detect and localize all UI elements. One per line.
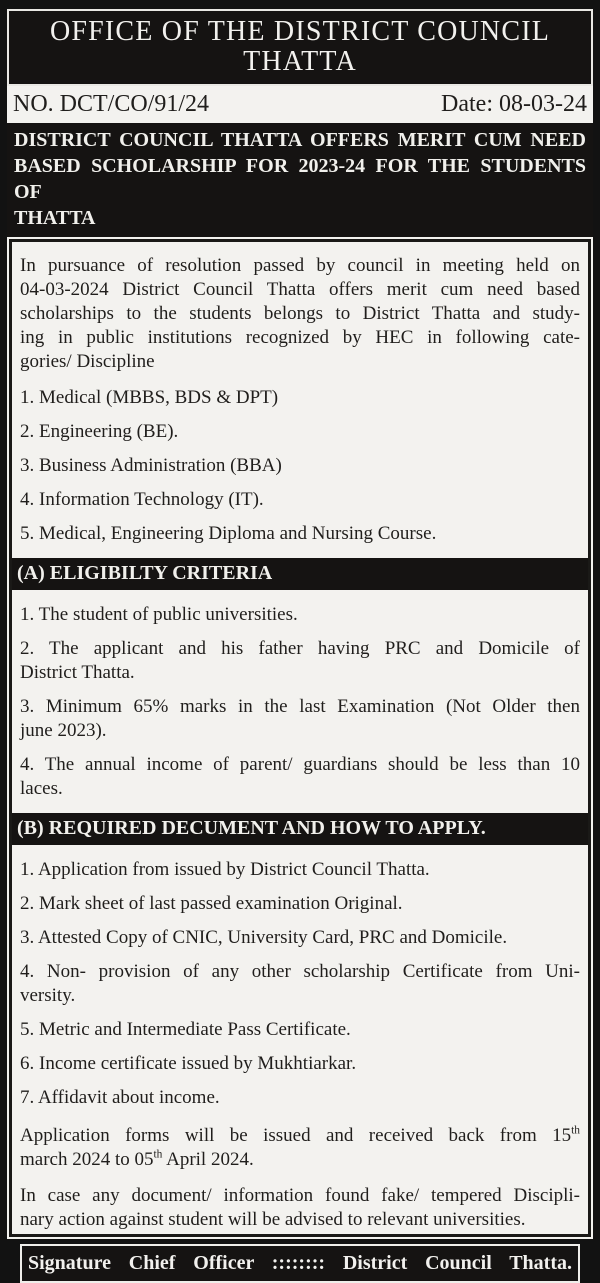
text-line: ing in public institutions recognized by HEC in following cate- xyxy=(20,327,580,348)
text-line: june 2023). xyxy=(20,720,107,741)
document-item xyxy=(20,1086,580,1110)
notice-paper xyxy=(7,237,593,1274)
text-line: march 2024 to 05th April 2024. xyxy=(20,1148,254,1170)
text-line: In case any document/ information found fake/ tempered Discipli- xyxy=(20,1185,580,1206)
category-item xyxy=(20,386,580,410)
closing-paragraph xyxy=(20,1184,580,1232)
section-b-list xyxy=(20,858,580,1120)
ref-no: NO. DCT/CO/91/24 xyxy=(13,91,210,117)
notice-body xyxy=(9,239,591,1274)
document-item xyxy=(20,858,580,882)
text-line: District Thatta. xyxy=(20,662,135,683)
text-line: 4. The annual income of parent/ guardians should be less than 10 xyxy=(20,754,580,775)
text-line: 1. Application from issued by District Council Thatta. xyxy=(20,859,430,880)
eligibility-item xyxy=(20,637,580,685)
text-line: 2. Engineering (BE). xyxy=(20,421,179,442)
category-list xyxy=(20,386,580,556)
text-line: 3. Business Administration (BBA) xyxy=(20,455,282,476)
eligibility-item xyxy=(20,603,580,627)
text-line: 7. Affidavit about income. xyxy=(20,1087,220,1108)
text-line: laces. xyxy=(20,778,63,799)
text-line: 04-03-2024 District Council Thatta offers merit cum need based xyxy=(20,279,580,300)
eligibility-item xyxy=(20,695,580,743)
text-line: 5. Medical, Engineering Diploma and Nursing Course. xyxy=(20,523,437,544)
text-line: gories/ Discipline xyxy=(20,351,155,372)
signature-bar: Signature Chief Officer :::::::: District Council Thatta. xyxy=(20,1244,580,1283)
section-b-heading: (B) REQUIRED DECUMENT AND HOW TO APPLY. xyxy=(12,813,588,845)
eligibility-item xyxy=(20,753,580,801)
category-item xyxy=(20,488,580,512)
text-line: 4. Non- provision of any other scholarship Certificate from Uni- xyxy=(20,961,580,982)
text-line: Application forms will be issued and received back from 15th xyxy=(20,1124,580,1146)
text-line: scholarships to the students belongs to District Thatta and study- xyxy=(20,303,580,324)
text-line: 1. The student of public universities. xyxy=(20,604,298,625)
category-item xyxy=(20,522,580,546)
section-a-heading: (A) ELIGIBILTY CRITERIA xyxy=(12,558,588,590)
document-item xyxy=(20,892,580,916)
text-line: 4. Information Technology (IT). xyxy=(20,489,264,510)
category-item xyxy=(20,420,580,444)
text-line: 2. Mark sheet of last passed examination Original. xyxy=(20,893,403,914)
text-line: nary action against student will be advised to relevant universities. xyxy=(20,1209,526,1230)
office-title: OFFICE OF THE DISTRICT COUNCIL THATTA xyxy=(7,9,593,86)
document-item xyxy=(20,1018,580,1042)
text-line: 5. Metric and Intermediate Pass Certificate. xyxy=(20,1019,351,1040)
document-item xyxy=(20,1052,580,1076)
text-line: versity. xyxy=(20,985,76,1006)
reference-band xyxy=(7,86,593,123)
intro-paragraph xyxy=(20,254,580,374)
text-line: 6. Income certificate issued by Mukhtiarkar. xyxy=(20,1053,357,1074)
closing-paragraph xyxy=(20,1124,580,1172)
text-line: 3. Attested Copy of CNIC, University Card, PRC and Domicile. xyxy=(20,927,508,948)
section-a-list xyxy=(20,603,580,811)
category-item xyxy=(20,454,580,478)
text-line: 2. The applicant and his father having PRC and Domicile of xyxy=(20,638,580,659)
text-line: 1. Medical (MBBS, BDS & DPT) xyxy=(20,387,279,408)
date: Date: 08-03-24 xyxy=(441,91,587,117)
document-item xyxy=(20,960,580,1008)
text-line: 3. Minimum 65% marks in the last Examination (Not Older then xyxy=(20,696,580,717)
closing-paragraphs xyxy=(20,1120,580,1244)
text-line: BASED SCHOLARSHIP FOR 2023-24 FOR THE STUDENTS OF xyxy=(14,155,586,203)
text-line: In pursuance of resolution passed by council in meeting held on xyxy=(20,255,580,276)
headline xyxy=(7,123,593,237)
document-item xyxy=(20,926,580,950)
text-line: DISTRICT COUNCIL THATTA OFFERS MERIT CUM NEED xyxy=(14,129,586,151)
text-line: THATTA xyxy=(14,207,96,229)
